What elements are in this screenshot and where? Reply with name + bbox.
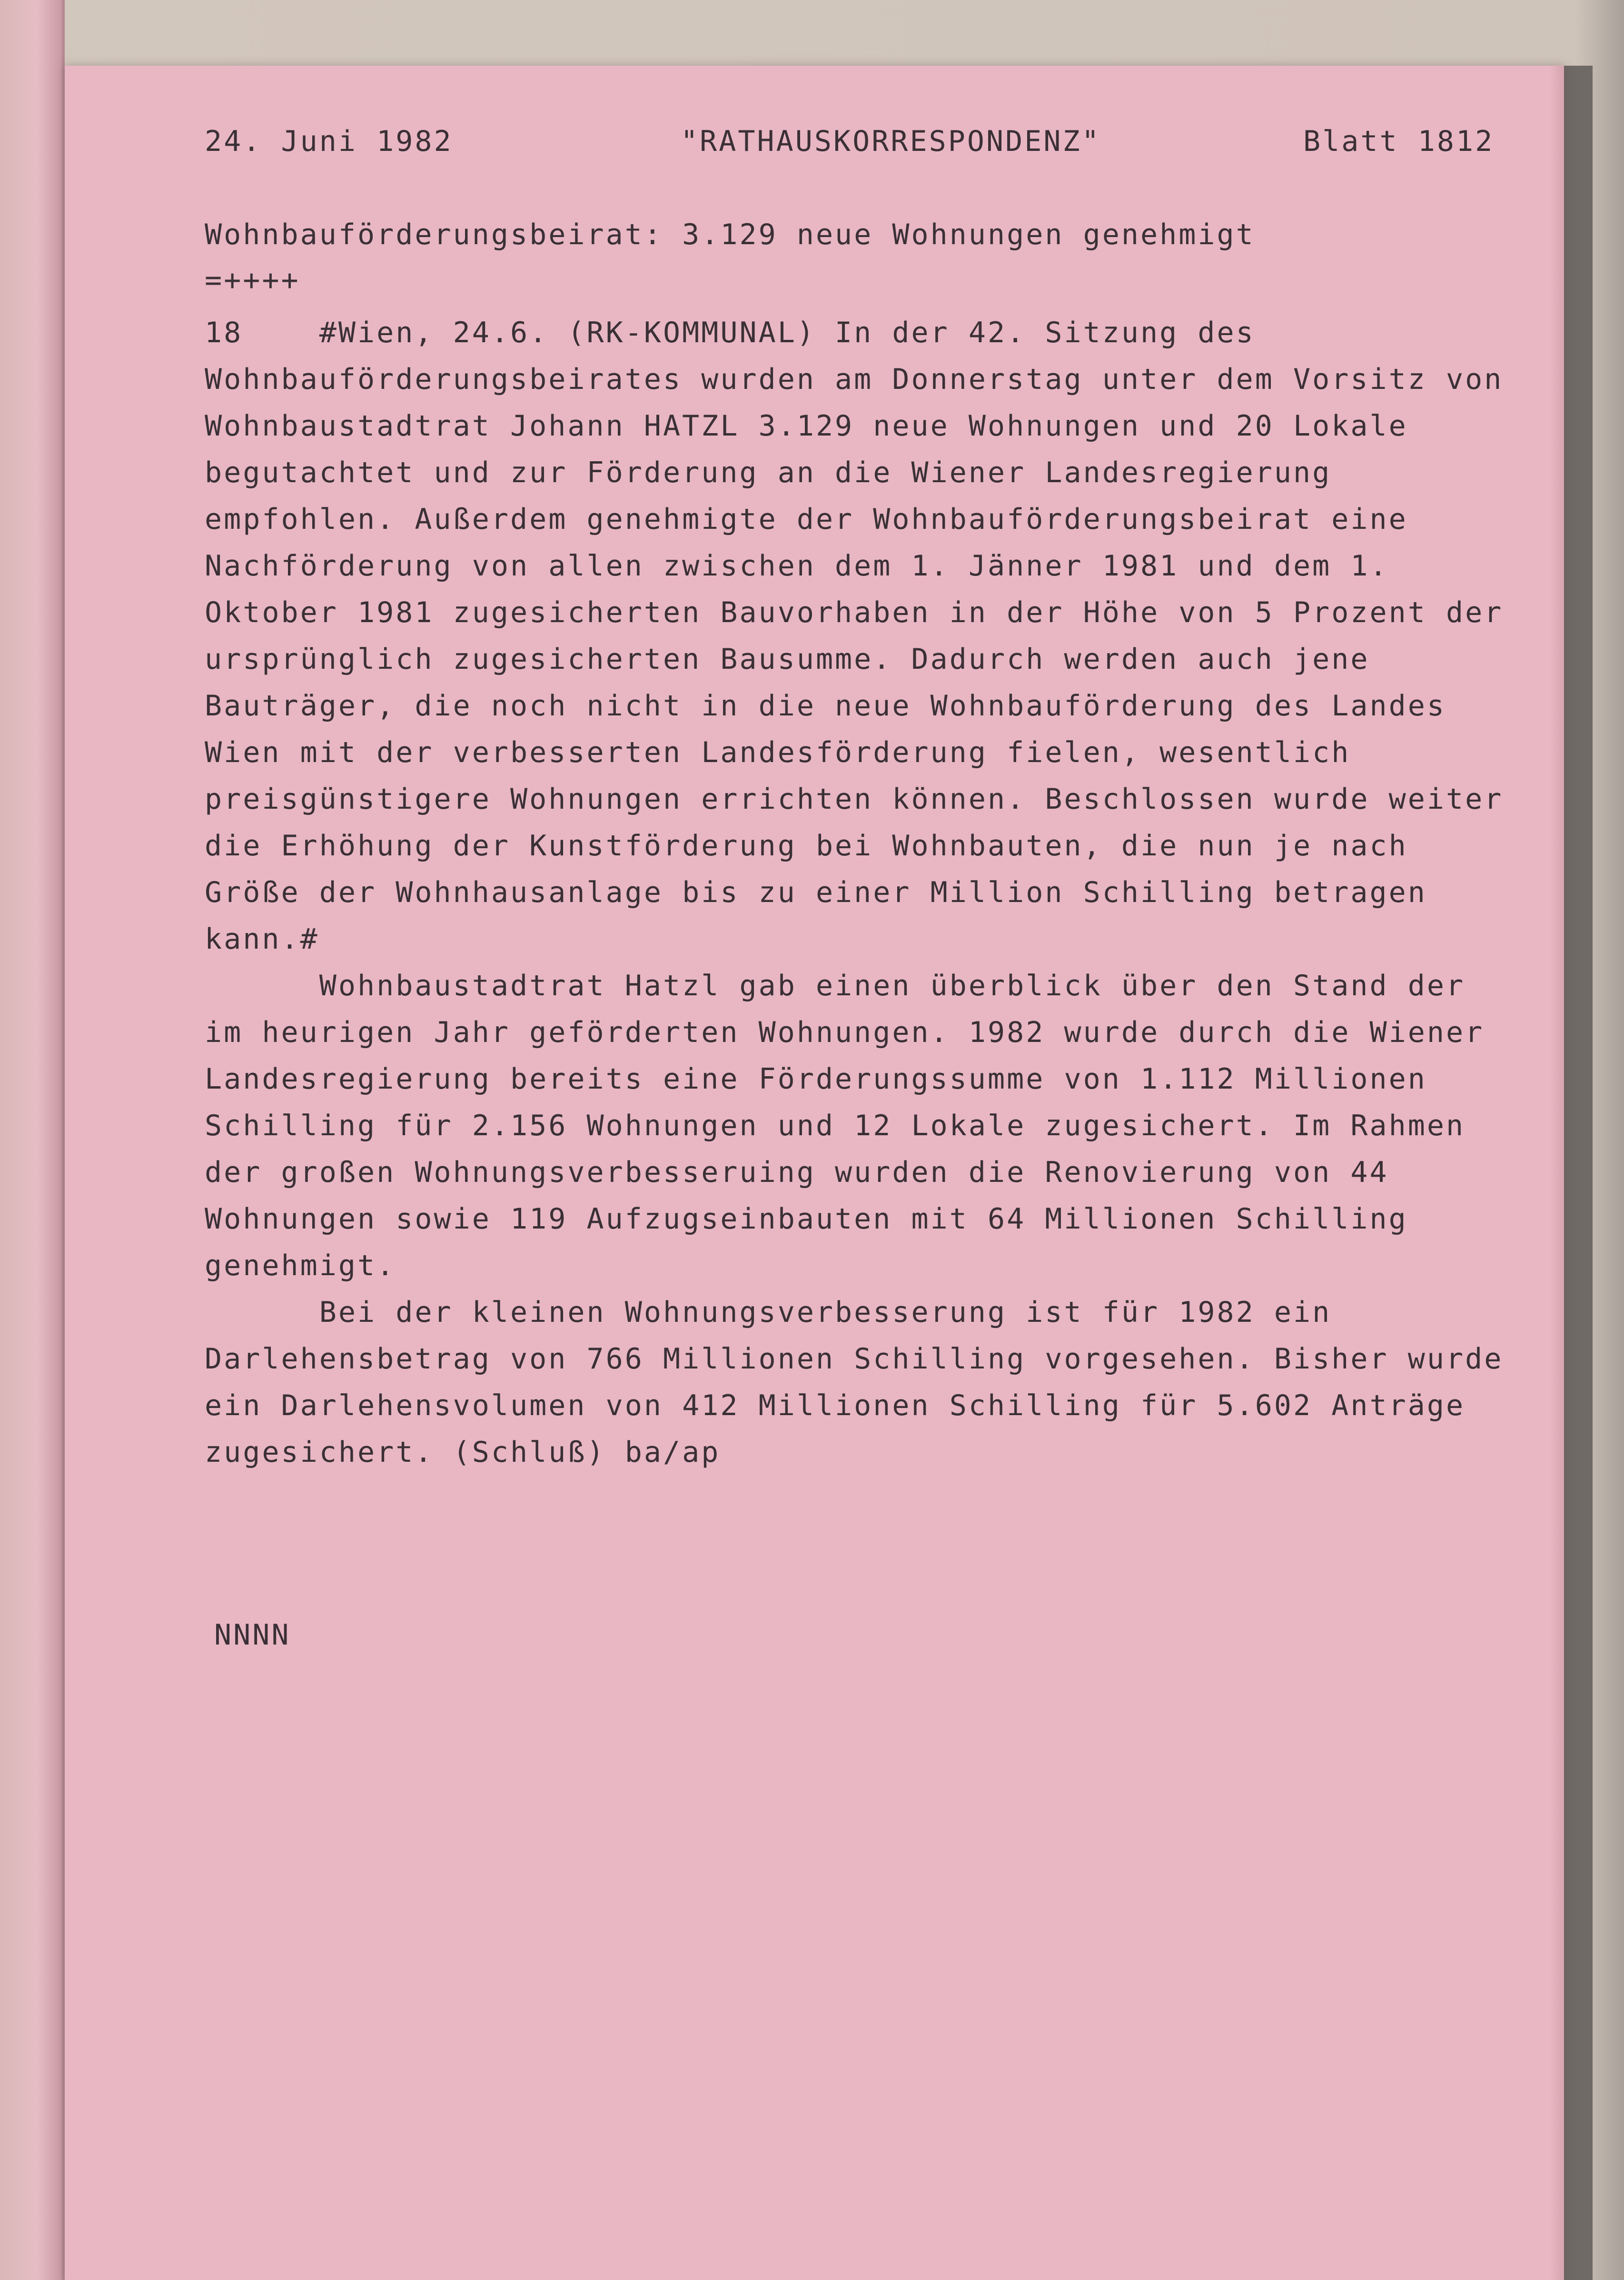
body-line: im heurigen Jahr geförderten Wohnungen. 1982 wurde durch die Wiener bbox=[205, 1016, 1485, 1049]
body-line: zugesichert. (Schluß) ba/ap bbox=[205, 1436, 721, 1469]
body-line: empfohlen. Außerdem genehmigte der Wohnbauförderungsbeirat eine bbox=[205, 503, 1408, 536]
body-line: Wien mit der verbesserten Landesförderung fielen, wesentlich bbox=[205, 736, 1351, 769]
body-line: Wohnbauförderungsbeirates wurden am Donnerstag unter dem Vorsitz von bbox=[205, 363, 1504, 396]
body-line: Bauträger, die noch nicht in die neue Wohnbauförderung des Landes bbox=[205, 689, 1446, 723]
article-body bbox=[205, 309, 1537, 1476]
body-line: Wohnbaustadtrat Johann HATZL 3.129 neue Wohnungen und 20 Lokale bbox=[205, 409, 1408, 443]
body-line: Nachförderung von allen zwischen dem 1. Jänner 1981 und dem 1. bbox=[205, 549, 1389, 583]
header-title: "RATHAUSKORRESPONDENZ" bbox=[681, 125, 1101, 158]
body-line: Bei der kleinen Wohnungsverbesserung ist für 1982 ein bbox=[205, 1296, 1332, 1329]
body-line: der großen Wohnungsverbesseruing wurden die Renovierung von 44 bbox=[205, 1156, 1389, 1189]
body-line: Wohnbaustadtrat Hatzl gab einen überblick über den Stand der bbox=[205, 969, 1466, 1002]
body-line: preisgünstigere Wohnungen errichten können. Beschlossen wurde weiter bbox=[205, 783, 1504, 816]
header-page-number: Blatt 1812 bbox=[1303, 125, 1495, 158]
binding-strip bbox=[1564, 66, 1593, 2280]
body-line: genehmigt. bbox=[205, 1249, 396, 1282]
header-date: 24. Juni 1982 bbox=[205, 125, 453, 158]
sheet-edge-shadow bbox=[1550, 66, 1564, 2280]
body-line: kann.# bbox=[205, 922, 319, 956]
body-line: ursprünglich zugesicherten Bausumme. Dadurch werden auch jene bbox=[205, 643, 1370, 676]
body-line: Landesregierung bereits eine Förderungssumme von 1.112 Millionen bbox=[205, 1062, 1427, 1096]
body-line: Wohnungen sowie 119 Aufzugseinbauten mit 64 Millionen Schilling bbox=[205, 1202, 1408, 1236]
body-line: Schilling für 2.156 Wohnungen und 12 Lokale zugesichert. Im Rahmen bbox=[205, 1109, 1466, 1142]
body-line: Oktober 1981 zugesicherten Bauvorhaben in der Höhe von 5 Prozent der bbox=[205, 596, 1504, 629]
facing-page-edge bbox=[0, 0, 65, 2280]
body-line: Größe der Wohnhausanlage bis zu einer Million Schilling betragen bbox=[205, 876, 1427, 909]
body-line: die Erhöhung der Kunstförderung bei Wohnbauten, die nun je nach bbox=[205, 829, 1408, 862]
end-marker: NNNN bbox=[214, 1618, 291, 1652]
body-line: ein Darlehensvolumen von 412 Millionen Schilling für 5.602 Anträge bbox=[205, 1389, 1466, 1422]
body-line: begutachtet und zur Förderung an die Wiener Landesregierung bbox=[205, 456, 1332, 489]
body-line: 18 #Wien, 24.6. (RK-KOMMUNAL) In der 42. Sitzung des bbox=[205, 316, 1255, 349]
body-line: Darlehensbetrag von 766 Millionen Schilling vorgesehen. Bisher wurde bbox=[205, 1342, 1504, 1376]
article-headline: Wohnbauförderungsbeirat: 3.129 neue Wohnungen genehmigt bbox=[205, 218, 1255, 251]
article-marker: =++++ bbox=[205, 264, 300, 297]
